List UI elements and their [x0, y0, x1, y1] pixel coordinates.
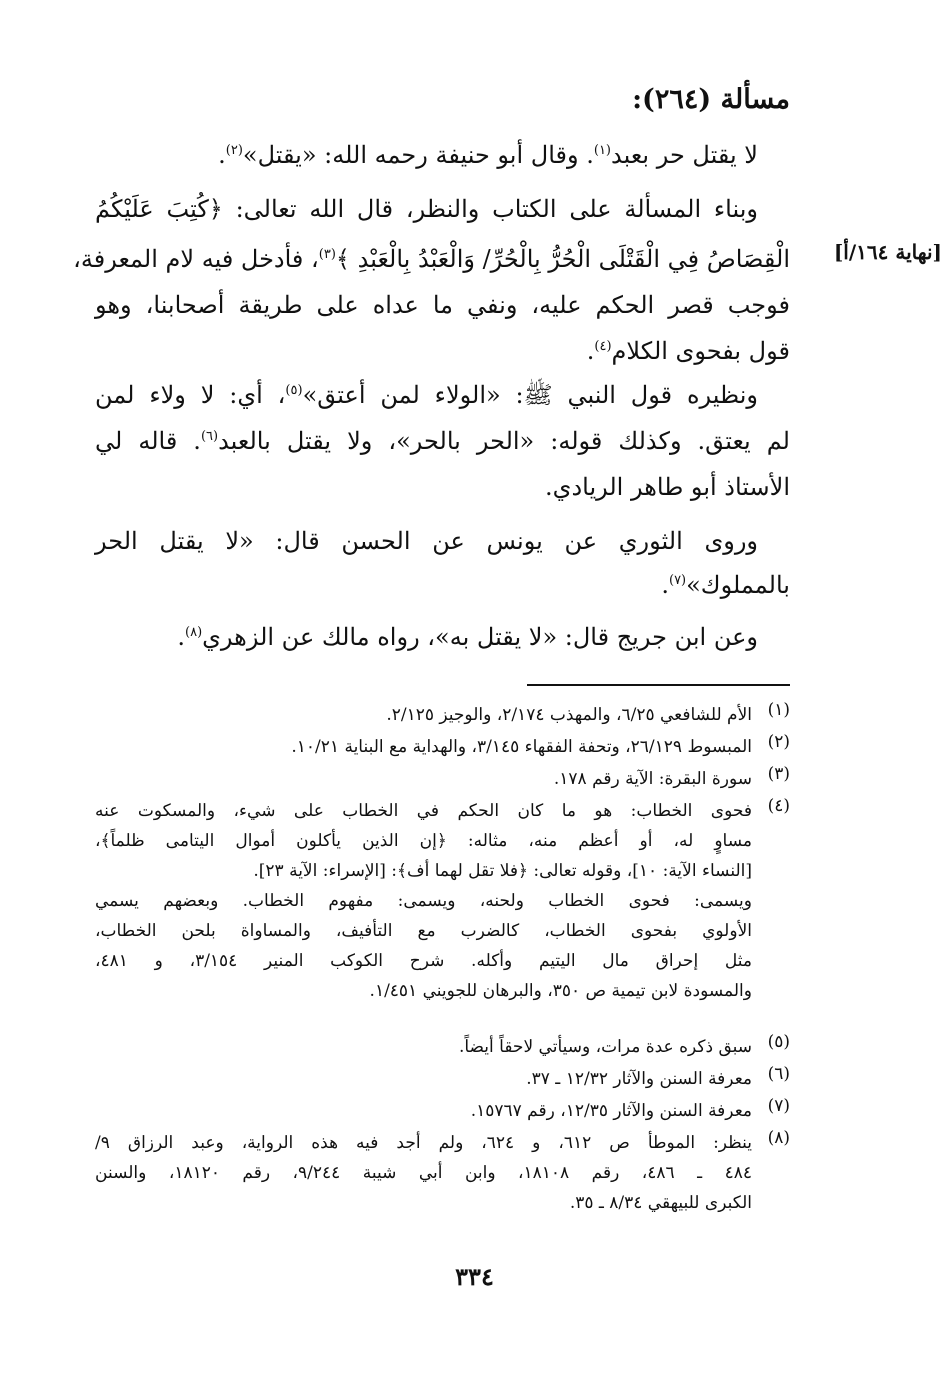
footnote-line: سبق ذكره عدة مرات، وسيأتي لاحقاً أيضاً. [458, 1037, 752, 1057]
margin-note: [نهاية ١٦٤/أ] [833, 240, 942, 264]
footnote-ref[interactable]: (٥) [285, 383, 303, 398]
body-line: الأستاذ أبو طاهر الريادي. [545, 473, 790, 501]
body-line: وبناء المسألة على الكتاب والنظر، قال الله تعالى: ﴿كُتِبَ عَلَيْكُمُ [95, 195, 758, 223]
footnote-ref[interactable]: (١) [593, 143, 611, 158]
footnote-ref[interactable]: (٤) [594, 339, 612, 354]
footnote-ref[interactable]: (٢) [225, 143, 243, 158]
body-line: قول بفحوى الكلام$^{(٤)}$. [586, 337, 790, 365]
body-line: لا يقتل حر بعبد$^{(١)}$. وقال أبو حنيفة رحمه الله: «يقتل»$^{(٢)}$. [218, 141, 758, 169]
body-line: الْقِصَاصُ فِي الْقَتْلَى الْحُرُّ بِالْحُرِّ/ وَالْعَبْدُ بِالْعَبْدِ ﴾$^{(٣)}$، فأدخل فيه لام المعرفة، [73, 245, 790, 273]
footnote-ref[interactable]: (٧) [668, 573, 687, 588]
footnote-number: (١) [767, 700, 790, 720]
footnote-number: (٣) [767, 764, 790, 784]
footnote-line: والمسودة لابن تيمية ص ٣٥٠، والبرهان للجويني ١/٤٥١. [369, 981, 752, 1001]
footnote-line: سورة البقرة: الآية رقم ١٧٨. [553, 769, 752, 789]
page-heading: مسألة (٢٦٤): [632, 84, 790, 115]
footnote-line: فحوى الخطاب: هو ما كان الحكم في الخطاب على شيء، والمسكوت عنه [95, 801, 752, 821]
footnote-number: (٨) [767, 1128, 790, 1148]
footnote-line: ويسمى: فحوى الخطاب ولحنه، ويسمى: مفهوم الخطاب. وبعضهم يسمي [95, 891, 752, 911]
footnote-line: ينظر: الموطأ ص ٦١٢، و ٦٢٤، ولم أجد فيه هذه الرواية، وعبد الرزاق ٩/ [95, 1133, 752, 1153]
footnote-number: (٧) [767, 1096, 790, 1116]
body-line: وروى الثوري عن يونس عن الحسن قال: «لا يقتل الحر [95, 527, 758, 555]
footnote-divider [527, 684, 790, 686]
footnote-line: معرفة السنن والآثار ١٢/٣٥، رقم ١٥٧٦٧. [470, 1101, 752, 1121]
footnote-ref[interactable]: (٨) [185, 625, 203, 640]
body-line: ونظيره قول النبي ﷺ: «الولاء لمن أعتق»$^{(٥)}$، أي: لا ولاء لمن [95, 381, 758, 409]
footnote-line: الكبرى للبيهقي ٨/٣٤ ـ ٣٥. [569, 1193, 752, 1213]
footnote-line: مثل إحراق مال اليتيم وأكله. شرح الكوكب المنير ٣/١٥٤، و ٤٨١، [95, 951, 752, 971]
footnote-line: ٤٨٤ ـ ٤٨٦، رقم ١٨١٠٨، وابن أبي شيبة ٩/٢٤٤، رقم ١٨١٢٠، والسنن [95, 1163, 752, 1183]
body-line: وعن ابن جريج قال: «لا يقتل به»، رواه مالك عن الزهري$^{(٨)}$. [177, 623, 758, 651]
footnote-number: (٤) [767, 796, 790, 816]
footnote-number: (٥) [767, 1032, 790, 1052]
footnote-line: الأم للشافعي ٦/٢٥، والمهذب ٢/١٧٤، والوجيز ٢/١٢٥. [386, 705, 752, 725]
footnote-number: (٦) [767, 1064, 790, 1084]
footnote-ref[interactable]: (٦) [200, 429, 219, 444]
footnote-ref[interactable]: (٣) [318, 247, 336, 262]
footnote-number: (٢) [767, 732, 790, 752]
body-line: بالمملوك»$^{(٧)}$. [661, 571, 790, 599]
footnote-line: [النساء الآية: ١٠]، وقوله تعالى: ﴿فلا تقل لهما أف﴾: [الإسراء: الآية ٢٣]. [253, 861, 752, 881]
footnote-line: مساوٍ له، أو أعظم منه، مثاله: ﴿إن الذين يأكلون أموال اليتامى ظلماً﴾، [95, 831, 752, 851]
page-number: ٣٣٤ [455, 1262, 494, 1291]
footnote-line: معرفة السنن والآثار ١٢/٣٢ ـ ٣٧. [526, 1069, 752, 1089]
footnote-line: المبسوط ٢٦/١٢٩، وتحفة الفقهاء ٣/١٤٥، والهداية مع البناية ١٠/٢١. [291, 737, 752, 757]
footnote-line: الأولوي بفحوى الخطاب، كالضرب مع التأفيف، والمساواة بلحن الخطاب، [95, 921, 752, 941]
body-line: لم يعتق. وكذلك قوله: «الحر بالحر»، ولا يقتل بالعبد$^{(٦)}$. قاله لي [95, 427, 790, 455]
body-line: فوجب قصر الحكم عليه، ونفي ما عداه على طريقة أصحابنا، وهو [95, 291, 790, 319]
